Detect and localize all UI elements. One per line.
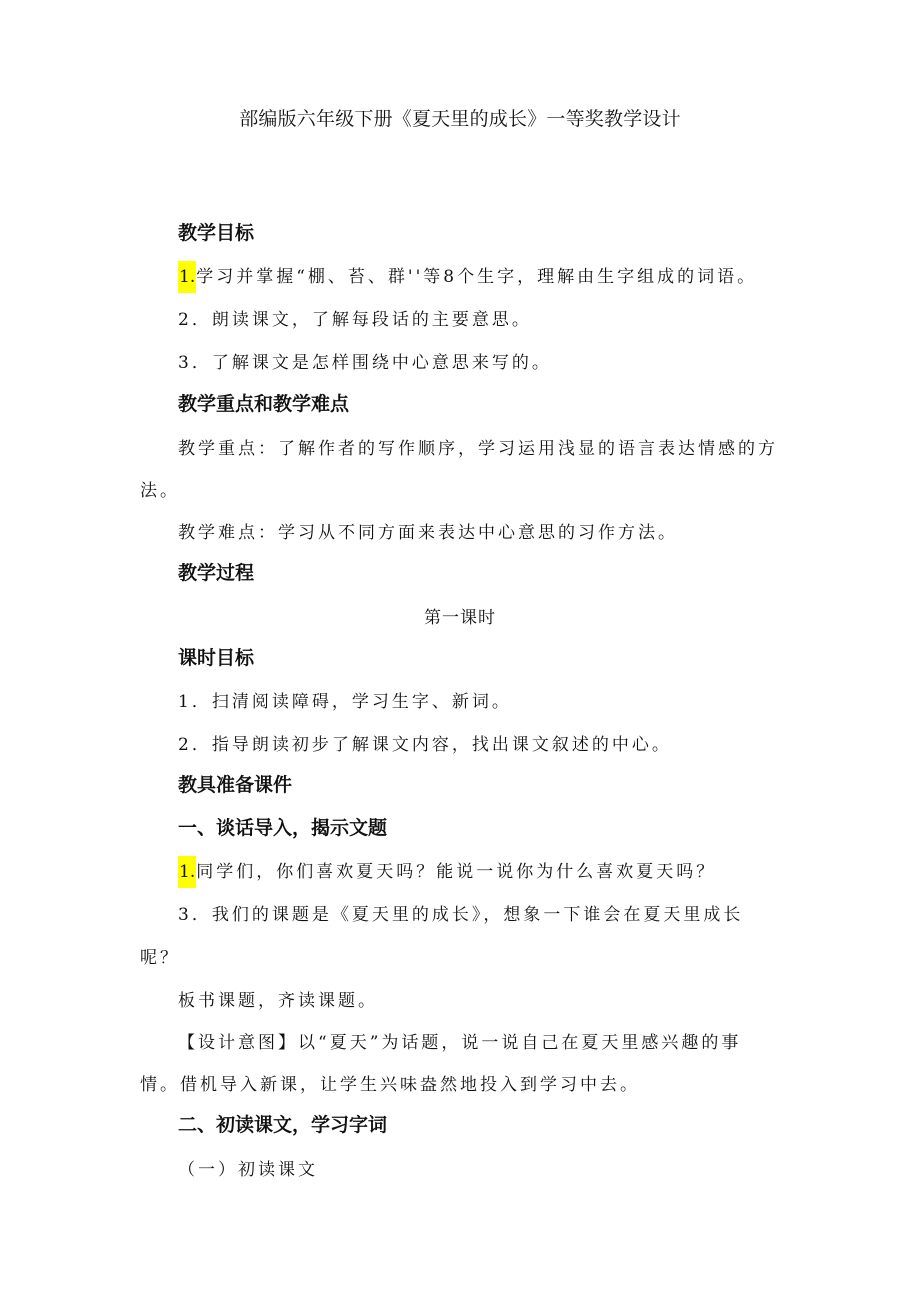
goal-1-text: 学习并掌握“棚、苔、群''等8个生字，理解由生字组成的词语。 [196,267,758,287]
goal-2: 2．朗读课文，了解每段话的主要意思。 [178,310,532,330]
goal-3: 3．了解课文是怎样围绕中心意思来写的。 [178,353,552,373]
goals-heading: 教学目标 [178,222,255,244]
lesson-goal-2: 2．指导朗读初步了解课文内容，找出课文叙述的中心。 [178,735,672,755]
process-heading: 教学过程 [178,562,255,584]
goal-1 [178,262,757,287]
board-line: 板书课题，齐读课题。 [178,991,378,1011]
highlighted-number: 1. [178,856,196,888]
part-1-item-3-line-2: 呢？ [140,948,180,968]
part-1-heading: 一、谈话导入，揭示文题 [178,817,388,839]
key-point-line-1: 教学重点：了解作者的写作顺序，学习运用浅显的语言表达情感的方 [178,439,778,459]
lesson-goals-heading: 课时目标 [178,647,255,669]
part-2-heading: 二、初读课文，学习字词 [178,1114,388,1136]
key-heading: 教学重点和教学难点 [178,393,350,415]
design-intent-line-2: 情。借机导入新课，让学生兴味盎然地投入到学习中去。 [140,1075,640,1095]
key-point-line-2: 法。 [140,481,180,501]
lesson-one-label: 第一课时 [424,608,496,628]
highlighted-number: 1. [178,261,196,293]
part-1-item-1-text: 同学们，你们喜欢夏天吗？能说一说你为什么喜欢夏天吗？ [196,862,717,882]
part-1-item-1 [178,857,716,882]
part-2-subheading: （一）初读课文 [178,1160,318,1180]
document-title: 部编版六年级下册《夏天里的成长》一等奖教学设计 [239,108,681,130]
difficult-point: 教学难点：学习从不同方面来表达中心意思的习作方法。 [178,523,678,543]
lesson-goal-1: 1．扫清阅读障碍，学习生字、新词。 [178,692,512,712]
part-1-item-3-line-1: 3．我们的课题是《夏天里的成长》，想象一下谁会在夏天里成长 [178,905,744,925]
design-intent-line-1: 【设计意图】以“夏天”为话题，说一说自己在夏天里感兴趣的事 [178,1033,742,1053]
tools-heading: 教具准备课件 [178,774,293,796]
